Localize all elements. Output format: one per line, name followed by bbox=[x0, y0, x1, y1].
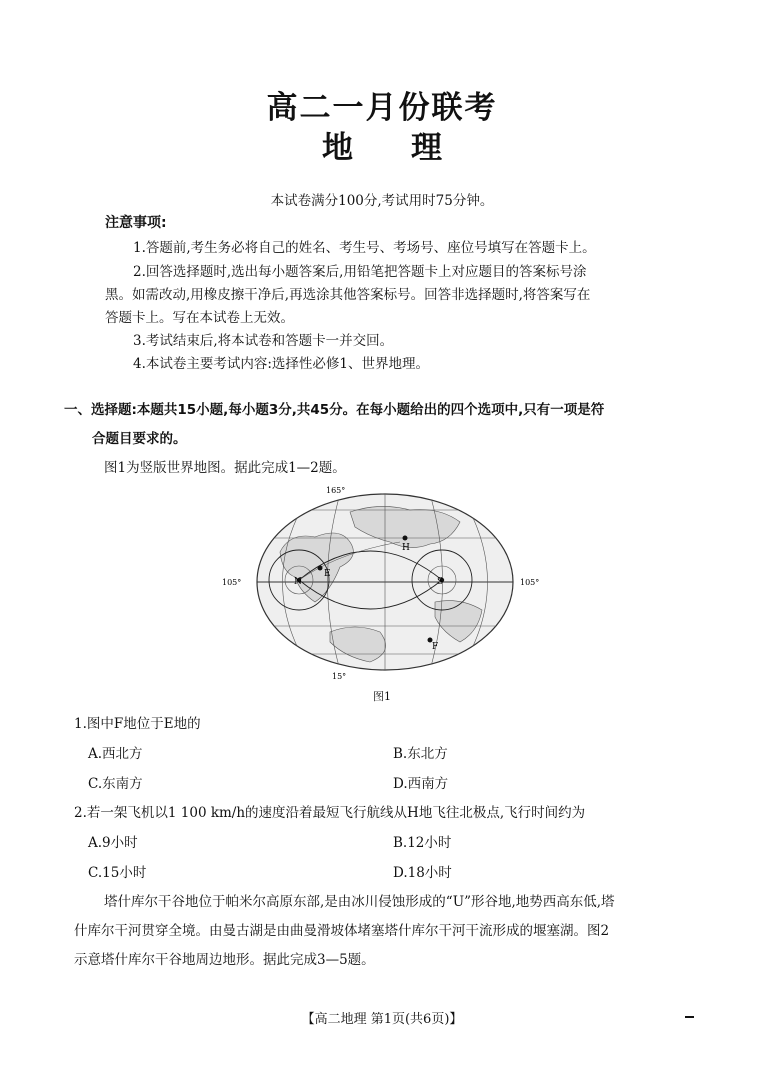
section-heading-line-2: 合题目要求的。 bbox=[92, 431, 187, 447]
exam-info: 本试卷满分100分,考试用时75分钟。 bbox=[270, 193, 494, 209]
label-n: N bbox=[294, 577, 302, 587]
question-1-option-a[interactable]: A.西北方 bbox=[88, 746, 143, 762]
question-2-option-a[interactable]: A.9小时 bbox=[88, 835, 138, 851]
notice-line-6: 4.本试卷主要考试内容:选择性必修1、世界地理。 bbox=[133, 356, 430, 372]
label-f: F bbox=[432, 642, 439, 652]
passage-line-1: 塔什库尔干谷地位于帕米尔高原东部,是由冰川侵蚀形成的“U”形谷地,地势西高东低,塔 bbox=[104, 894, 615, 910]
passage-line-3: 示意塔什库尔干谷地周边地形。据此完成3—5题。 bbox=[74, 952, 375, 968]
label-15: 15° bbox=[332, 672, 347, 681]
notice-line-5: 3.考试结束后,将本试卷和答题卡一并交回。 bbox=[133, 333, 394, 349]
label-105-right: 105° bbox=[520, 578, 540, 587]
world-map-svg bbox=[220, 482, 550, 682]
section-heading-line-1: 一、选择题:本题共15小题,每小题3分,共45分。在每小题给出的四个选项中,只有一项是符 bbox=[64, 402, 605, 418]
question-2-option-c[interactable]: C.15小时 bbox=[88, 865, 147, 881]
question-1-stem: 1.图中F地位于E地的 bbox=[74, 716, 201, 732]
question-1-option-d[interactable]: D.西南方 bbox=[393, 776, 449, 792]
notice-line-2: 2.回答选择题时,选出每小题答案后,用铅笔把答题卡上对应题目的答案标号涂 bbox=[133, 264, 587, 280]
page-footer: 【高二地理 第1页(共6页)】 bbox=[301, 1012, 463, 1027]
figure1-intro: 图1为竖版世界地图。据此完成1—2题。 bbox=[104, 460, 346, 476]
label-s: S bbox=[437, 577, 444, 587]
question-2-option-b[interactable]: B.12小时 bbox=[393, 835, 452, 851]
notice-line-4: 答题卡上。写在本试卷上无效。 bbox=[105, 310, 294, 326]
notice-heading: 注意事项: bbox=[105, 215, 167, 231]
label-h: H bbox=[402, 543, 410, 553]
point-h bbox=[403, 536, 408, 541]
exam-title: 高二一月份联考 bbox=[266, 90, 498, 126]
label-165: 165° bbox=[326, 486, 346, 495]
question-1-option-c[interactable]: C.东南方 bbox=[88, 776, 143, 792]
question-1-option-b[interactable]: B.东北方 bbox=[393, 746, 448, 762]
footer-mark bbox=[685, 1016, 694, 1018]
point-e bbox=[318, 566, 323, 571]
notice-line-1: 1.答题前,考生务必将自己的姓名、考生号、考场号、座位号填写在答题卡上。 bbox=[133, 240, 596, 256]
world-map-figure bbox=[220, 482, 550, 682]
label-105-left: 105° bbox=[222, 578, 242, 587]
figure1-caption: 图1 bbox=[373, 690, 391, 703]
label-e: E bbox=[324, 569, 331, 579]
passage-line-2: 什库尔干河贯穿全境。由曼古湖是由曲曼滑坡体堵塞塔什库尔干河干流形成的堰塞湖。图2 bbox=[74, 923, 610, 939]
subject-title: 地理 bbox=[322, 130, 500, 166]
question-2-stem: 2.若一架飞机以1 100 km/h的速度沿着最短飞行航线从H地飞往北极点,飞行时间约为 bbox=[74, 805, 586, 821]
notice-line-3: 黑。如需改动,用橡皮擦干净后,再选涂其他答案标号。回答非选择题时,将答案写在 bbox=[105, 287, 591, 303]
question-2-option-d[interactable]: D.18小时 bbox=[393, 865, 452, 881]
